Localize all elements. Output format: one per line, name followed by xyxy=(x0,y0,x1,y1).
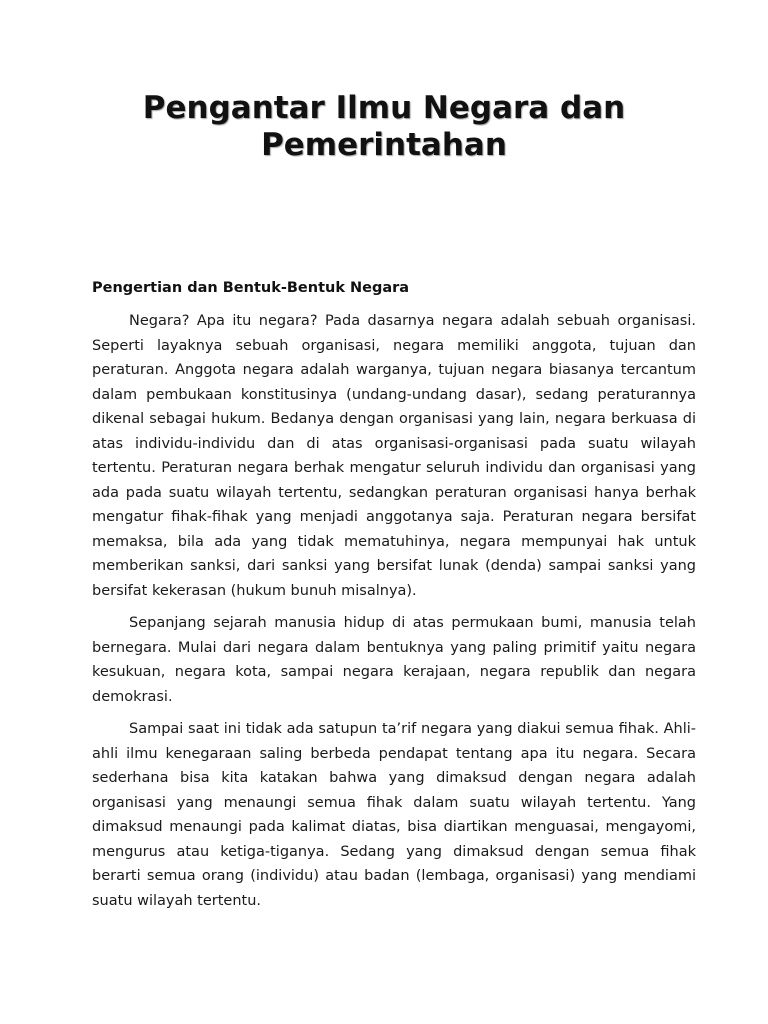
page-title-line-1: Pengantar Ilmu Negara dan xyxy=(142,90,626,126)
body-text xyxy=(92,309,696,921)
paragraph-2: Sepanjang sejarah manusia hidup di atas permukaan bumi, manusia telah bernegara. Mulai dari negara dalam bentuknya yang paling primitif yaitu negara kesukuan, negara kota, sampai negara kerajaan, negara republik dan negara demokrasi. xyxy=(92,615,696,705)
paragraph-3: Sampai saat ini tidak ada satupun ta’rif negara yang diakui semua fihak. Ahli-ahli ilmu kenegaraan saling berbeda pendapat tentang apa itu negara. Secara sederhana bisa kita katakan bahwa yang dimaksud dengan negara adalah organisasi yang menaungi semua fihak dalam suatu wilayah tertentu. Yang dimaksud menaungi pada kalimat diatas, bisa diartikan menguasai, mengayomi, mengurus atau ketiga-tiganya. Sedang yang dimaksud dengan semua fihak berarti semua orang (individu) atau badan (lembaga, organisasi) yang mendiami suatu wilayah tertentu. xyxy=(92,721,696,909)
section-heading: Pengertian dan Bentuk-Bentuk Negara xyxy=(92,280,410,296)
page-title-line-2: Pemerintahan xyxy=(261,127,507,163)
page-title xyxy=(60,90,708,164)
paragraph-1: Negara? Apa itu negara? Pada dasarnya negara adalah sebuah organisasi. Seperti layaknya sebuah organisasi, negara memiliki anggota, tujuan dan peraturan. Anggota negara adalah warganya, tujuan negara biasanya tercantum dalam pembukaan konstitusinya (undang-undang dasar), sedang peraturannya dikenal sebagai hukum. Bedanya dengan organisasi yang lain, negara berkuasa di atas individu-individu dan di atas organisasi-organisasi pada suatu wilayah tertentu. Peraturan negara berhak mengatur seluruh individu dan organisasi yang ada pada suatu wilayah tertentu, sedangkan peraturan organisasi hanya berhak mengatur fihak-fihak yang menjadi anggotanya saja. Peraturan negara bersifat memaksa, bila ada yang tidak mematuhinya, negara mempunyai hak untuk memberikan sanksi, dari sanksi yang bersifat lunak (denda) sampai sanksi yang bersifat kekerasan (hukum bunuh misalnya). xyxy=(92,313,696,599)
